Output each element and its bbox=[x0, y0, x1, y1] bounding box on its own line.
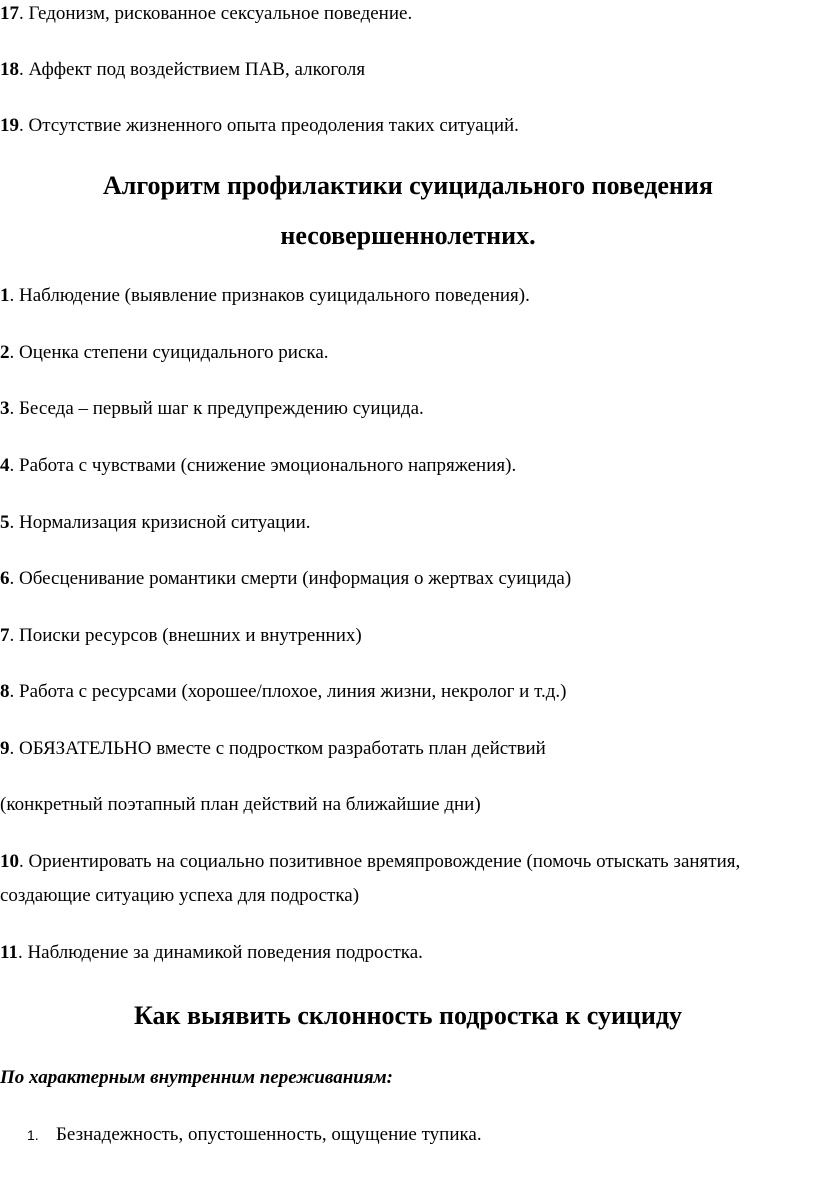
item-text: . Беседа – первый шаг к предупреждению суицида. bbox=[9, 398, 424, 419]
item-text: . Наблюдение за динамикой поведения подростка. bbox=[17, 942, 423, 963]
list-marker: 1. bbox=[27, 1127, 39, 1143]
item-text: . Ориентировать на социально позитивное времяпровождение (помочь отыскать занятия, bbox=[19, 851, 741, 872]
item-text: . Нормализация кризисной ситуации. bbox=[9, 512, 311, 533]
algorithm-item-10 bbox=[0, 850, 812, 874]
list-item-text: Безнадежность, опустошенность, ощущение тупика. bbox=[56, 1124, 482, 1145]
algorithm-item-8 bbox=[0, 680, 812, 704]
item-number: 19 bbox=[0, 115, 19, 136]
heading-algorithm-line1: Алгоритм профилактики суицидального поведения bbox=[103, 171, 713, 200]
item-number: 4 bbox=[0, 455, 10, 476]
subheading-inner-experiences: По характерным внутренним переживаниям: bbox=[0, 1067, 393, 1088]
algorithm-item-9-continuation: (конкретный поэтапный план действий на ближайшие дни) bbox=[0, 794, 481, 815]
item-text: . Обесценивание романтики смерти (информация о жертвах суицида) bbox=[9, 568, 572, 589]
intro-item-17 bbox=[0, 2, 812, 26]
item-number: 3 bbox=[0, 398, 10, 419]
algorithm-item-7 bbox=[0, 624, 812, 648]
item-number: 5 bbox=[0, 512, 10, 533]
item-number: 8 bbox=[0, 681, 10, 702]
algorithm-item-3 bbox=[0, 397, 812, 421]
item-number: 10 bbox=[0, 851, 19, 872]
item-text: . Работа с чувствами (снижение эмоционального напряжения). bbox=[9, 455, 517, 476]
item-number: 2 bbox=[0, 342, 10, 363]
item-number: 18 bbox=[0, 59, 19, 80]
algorithm-item-10-continuation: создающие ситуацию успеха для подростка) bbox=[0, 885, 360, 906]
item-text: . Работа с ресурсами (хорошее/плохое, линия жизни, некролог и т.д.) bbox=[9, 681, 567, 702]
item-text: . Аффект под воздействием ПАВ, алкоголя bbox=[19, 59, 366, 80]
item-text: . Наблюдение (выявление признаков суицидального поведения). bbox=[9, 285, 530, 306]
item-number: 7 bbox=[0, 625, 10, 646]
item-number: 11 bbox=[0, 942, 18, 963]
algorithm-item-9 bbox=[0, 737, 812, 761]
intro-item-18 bbox=[0, 58, 812, 82]
item-text: . Оценка степени суицидального риска. bbox=[9, 342, 329, 363]
heading-algorithm-line2: несовершеннолетних. bbox=[280, 221, 536, 250]
item-number: 9 bbox=[0, 738, 10, 759]
item-number: 6 bbox=[0, 568, 10, 589]
algorithm-item-4 bbox=[0, 454, 812, 478]
algorithm-item-6 bbox=[0, 567, 812, 591]
item-text: . Отсутствие жизненного опыта преодоления таких ситуаций. bbox=[19, 115, 519, 136]
algorithm-item-5 bbox=[0, 511, 812, 535]
heading-detection: Как выявить склонность подростка к суициду bbox=[133, 1001, 683, 1030]
algorithm-item-2 bbox=[0, 341, 812, 365]
intro-item-19 bbox=[0, 114, 812, 138]
algorithm-item-1 bbox=[0, 284, 812, 308]
item-number: 17 bbox=[0, 3, 19, 24]
item-text: . ОБЯЗАТЕЛЬНО вместе с подростком разработать план действий bbox=[9, 738, 546, 759]
algorithm-item-11 bbox=[0, 941, 812, 965]
item-text: . Поиски ресурсов (внешних и внутренних) bbox=[9, 625, 362, 646]
item-text: . Гедонизм, рискованное сексуальное поведение. bbox=[19, 3, 413, 24]
item-number: 1 bbox=[0, 285, 10, 306]
